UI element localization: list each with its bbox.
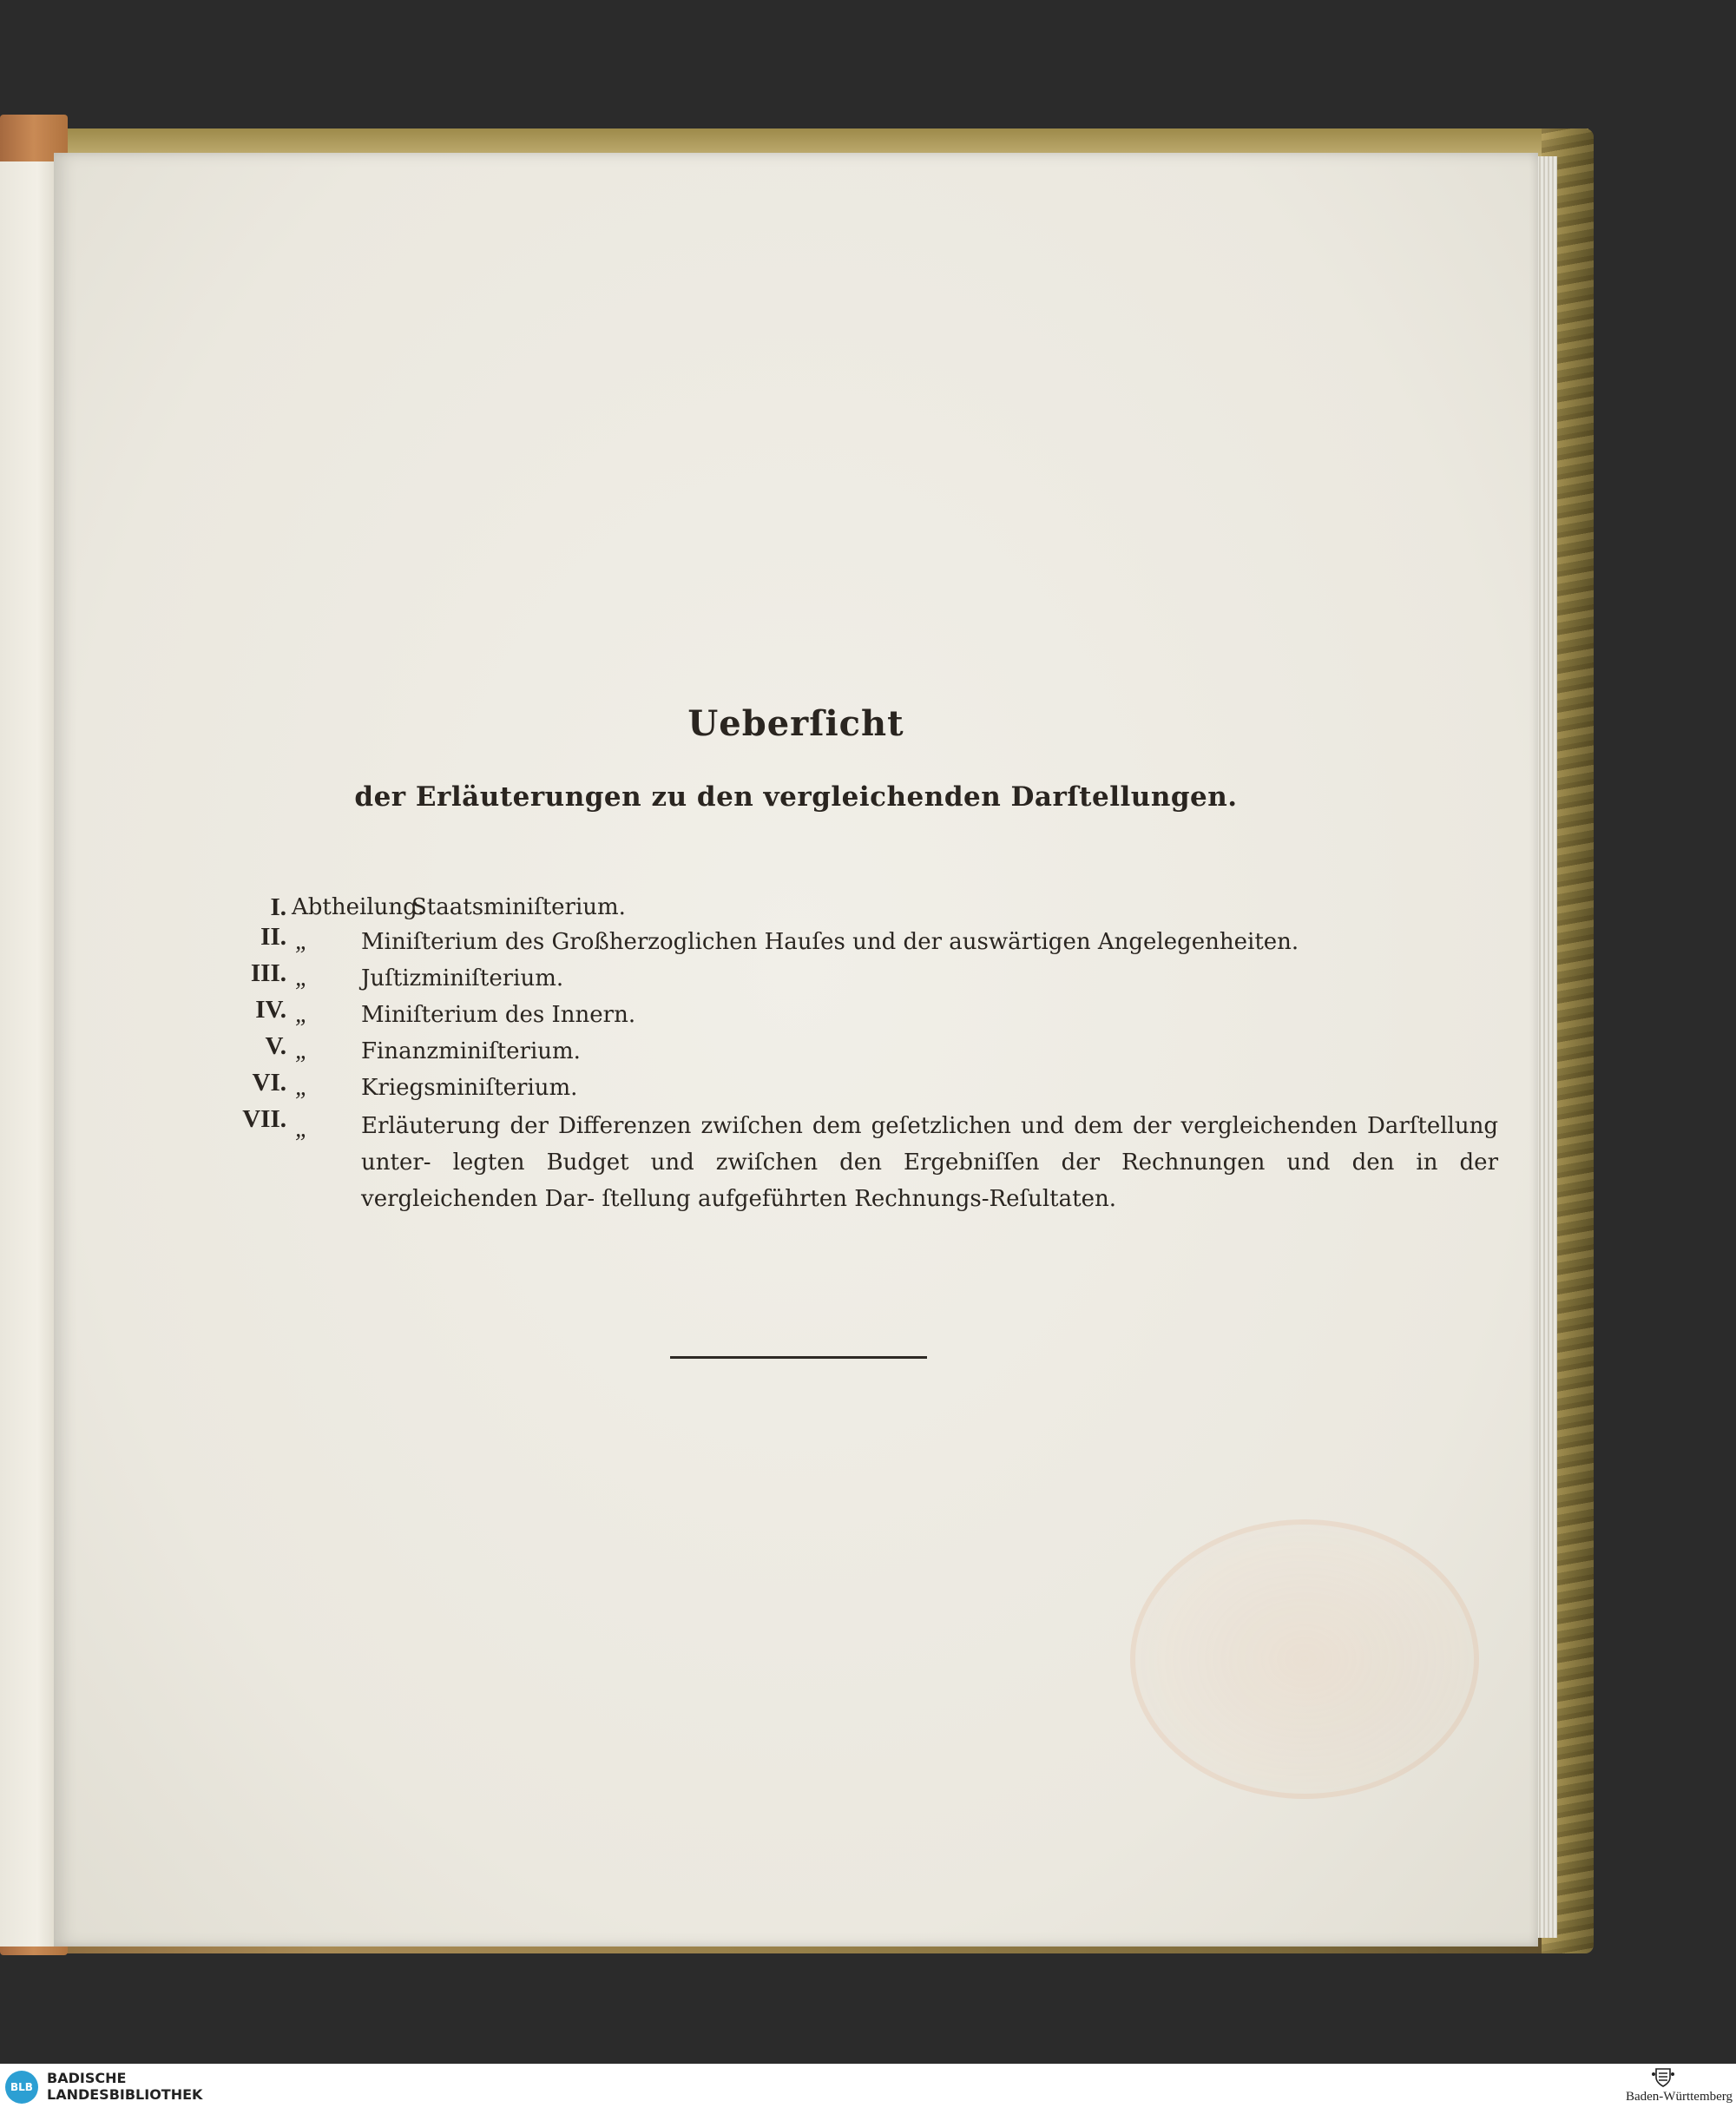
book-page <box>54 153 1538 1947</box>
section-title: Miniſterium des Innern. <box>361 1002 636 1028</box>
library-name-line2: LANDESBIBLIOTHEK <box>47 2086 203 2103</box>
blb-logo-icon: BLB <box>5 2071 38 2104</box>
page-title: Ueberſicht <box>687 703 904 744</box>
footer-bar <box>0 2064 1736 2108</box>
section-number: II. <box>260 923 286 951</box>
section-title: Finanzminiſterium. <box>361 1038 581 1064</box>
section-title: Juſtizminiſterium. <box>361 965 564 991</box>
section-number: VII. <box>242 1105 286 1133</box>
section-label: Abtheilung. <box>292 894 425 920</box>
ditto-mark: „ <box>295 1116 309 1143</box>
section-title: Staatsminiſterium. <box>411 894 626 920</box>
ditto-mark: „ <box>295 965 309 991</box>
state-name: Baden-Württemberg <box>1625 2090 1733 2104</box>
page-subtitle: der Erläuterungen zu den vergleichenden Darſtellungen. <box>354 781 1238 813</box>
library-name-line1: BADISCHE <box>47 2070 127 2086</box>
section-title: Kriegsminiſterium. <box>361 1075 578 1101</box>
section-number: IV. <box>255 996 286 1024</box>
section-title: Miniſterium des Großherzoglichen Hauſes und der auswärtigen Angelegenheiten. <box>361 929 1299 955</box>
section-number: III. <box>250 959 286 987</box>
ditto-mark: „ <box>295 1001 309 1028</box>
library-name <box>47 2070 202 2103</box>
ditto-mark: „ <box>295 1074 309 1101</box>
section-number: I. <box>270 893 286 921</box>
section-number: V. <box>265 1032 286 1060</box>
ditto-mark: „ <box>295 928 309 955</box>
section-number: VI. <box>252 1069 286 1097</box>
horizontal-rule <box>670 1356 927 1359</box>
library-stamp <box>1130 1519 1479 1799</box>
coat-of-arms-icon <box>1651 2067 1675 2088</box>
ditto-mark: „ <box>295 1038 309 1064</box>
section-title: Erläuterung der Differenzen zwiſchen dem geſetzlichen und dem der vergleichenden Darſtellung unter- legten Budget und zwiſchen den Ergebniſſen der Rechnungen und den in der vergleichenden Dar- ſtellung aufgeführten Rechnungs-Reſultaten. <box>361 1113 1498 1212</box>
